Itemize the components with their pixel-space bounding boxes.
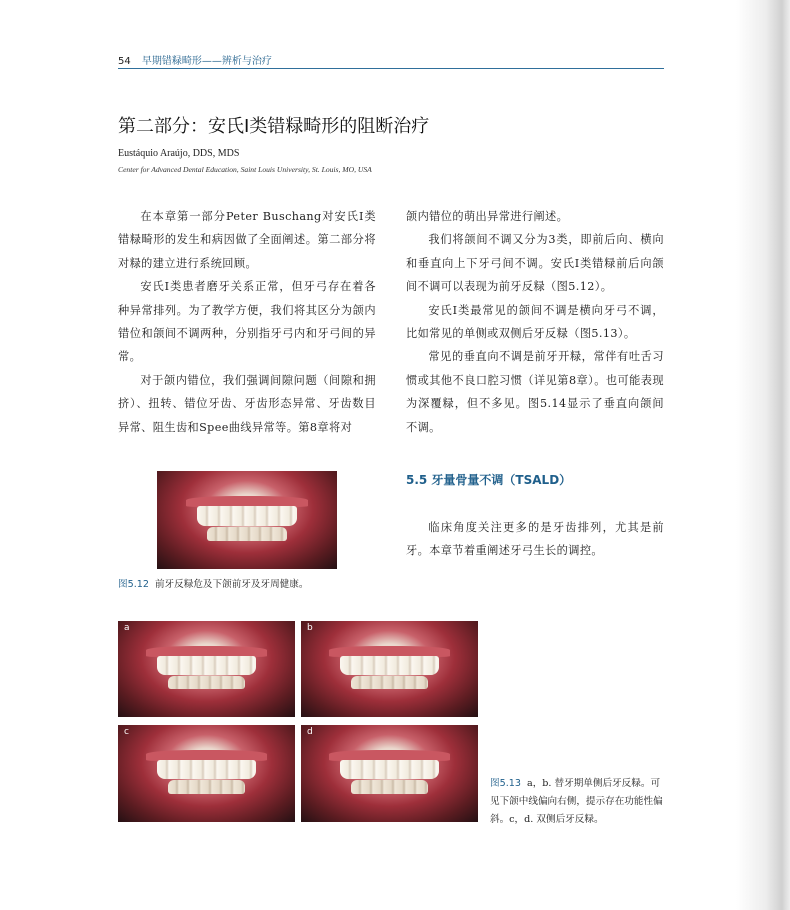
lower-teeth xyxy=(351,676,429,689)
lower-teeth xyxy=(207,527,286,541)
upper-teeth xyxy=(197,506,298,526)
author-name: Eustáquio Araújo, DDS, MDS xyxy=(118,148,240,159)
caption-text: 前牙反粶危及下颌前牙及牙周健康。 xyxy=(154,579,309,590)
section-heading: 5.5 牙量骨量不调（TSALD） xyxy=(406,473,572,487)
figure-5-13-panel-d xyxy=(301,725,478,822)
figure-5-12-caption xyxy=(118,576,418,594)
lower-teeth xyxy=(351,780,429,794)
lower-teeth xyxy=(168,676,246,689)
upper-teeth xyxy=(157,656,256,675)
upper-teeth xyxy=(340,760,439,779)
paragraph-continuation: 颌内错位的萌出异常进行阐述。 xyxy=(406,210,569,223)
figure-5-13-caption xyxy=(490,775,666,829)
gum-tissue xyxy=(146,646,266,657)
paragraph: 常见的垂直向不调是前牙开粶，常伴有吐舌习惯或其他不良口腔习惯（详见第8章）。也可能表现为深覆粶，但不多见。图5.14显示了垂直向颌间不调。 xyxy=(406,350,664,434)
caption-text: a，b. 替牙期单侧后牙反粶。可见下颌中线偏向右侧，提示存在功能性偏斜。c，d. 双侧后牙反粶。 xyxy=(490,778,663,825)
left-column xyxy=(118,205,376,439)
page-edge-shadow xyxy=(736,0,790,910)
panel-label: c xyxy=(124,727,129,737)
author-affiliation: Center for Advanced Dental Education, Saint Louis University, St. Louis, MO, USA xyxy=(118,165,372,174)
paragraph: 安氏Ⅰ类最常见的颌间不调是横向牙弓不调，比如常见的单侧或双侧后牙反粶（图5.13）。 xyxy=(406,303,664,341)
section-body xyxy=(406,516,664,563)
paragraph: 临床角度关注更多的是牙齿排列，尤其是前牙。本章节着重阐述牙弓生长的调控。 xyxy=(406,521,664,558)
paragraph: 安氏Ⅰ类患者磨牙关系正常，但牙弓存在着各种异常排列。为了教学方便，我们将其区分为颌内错位和颌间不调两种，分别指牙弓内和牙弓间的异常。 xyxy=(118,280,376,364)
figure-5-13-panel-c xyxy=(118,725,295,822)
figure-number: 图5.12 xyxy=(118,579,149,590)
upper-teeth xyxy=(340,656,439,675)
paragraph: 在本章第一部分Peter Buschang对安氏Ⅰ类错粶畸形的发生和病因做了全面阐述。第二部分将对粶的建立进行系统回顾。 xyxy=(118,210,376,270)
gum-tissue xyxy=(329,646,449,657)
panel-label: d xyxy=(307,727,313,737)
upper-teeth xyxy=(157,760,256,779)
lower-teeth xyxy=(168,780,246,794)
figure-5-13-panel-b xyxy=(301,621,478,717)
paragraph: 对于颌内错位，我们强调间隙问题（间隙和拥挤）、扭转、错位牙齿、牙齿形态异常、牙齿数目异常、阻生齿和Spee曲线异常等。第8章将对 xyxy=(118,373,376,434)
figure-number: 图5.13 xyxy=(490,778,521,789)
part-title: 第二部分：安氏Ⅰ类错粶畸形的阻断治疗 xyxy=(118,116,430,137)
right-column xyxy=(406,205,664,439)
book-title: 早期错粶畸形——辨析与治疗 xyxy=(141,56,272,67)
figure-5-12-photo xyxy=(157,471,337,569)
running-head xyxy=(118,52,664,69)
figure-5-13-panel-a xyxy=(118,621,295,717)
panel-label: a xyxy=(124,623,130,633)
panel-label: b xyxy=(307,623,313,633)
paragraph: 我们将颌间不调又分为3类，即前后向、横向和垂直向上下牙弓间不调。安氏Ⅰ类错粶前后向颌间不调可以表现为前牙反粶（图5.12）。 xyxy=(406,233,664,294)
page-number: 54 xyxy=(118,56,131,67)
